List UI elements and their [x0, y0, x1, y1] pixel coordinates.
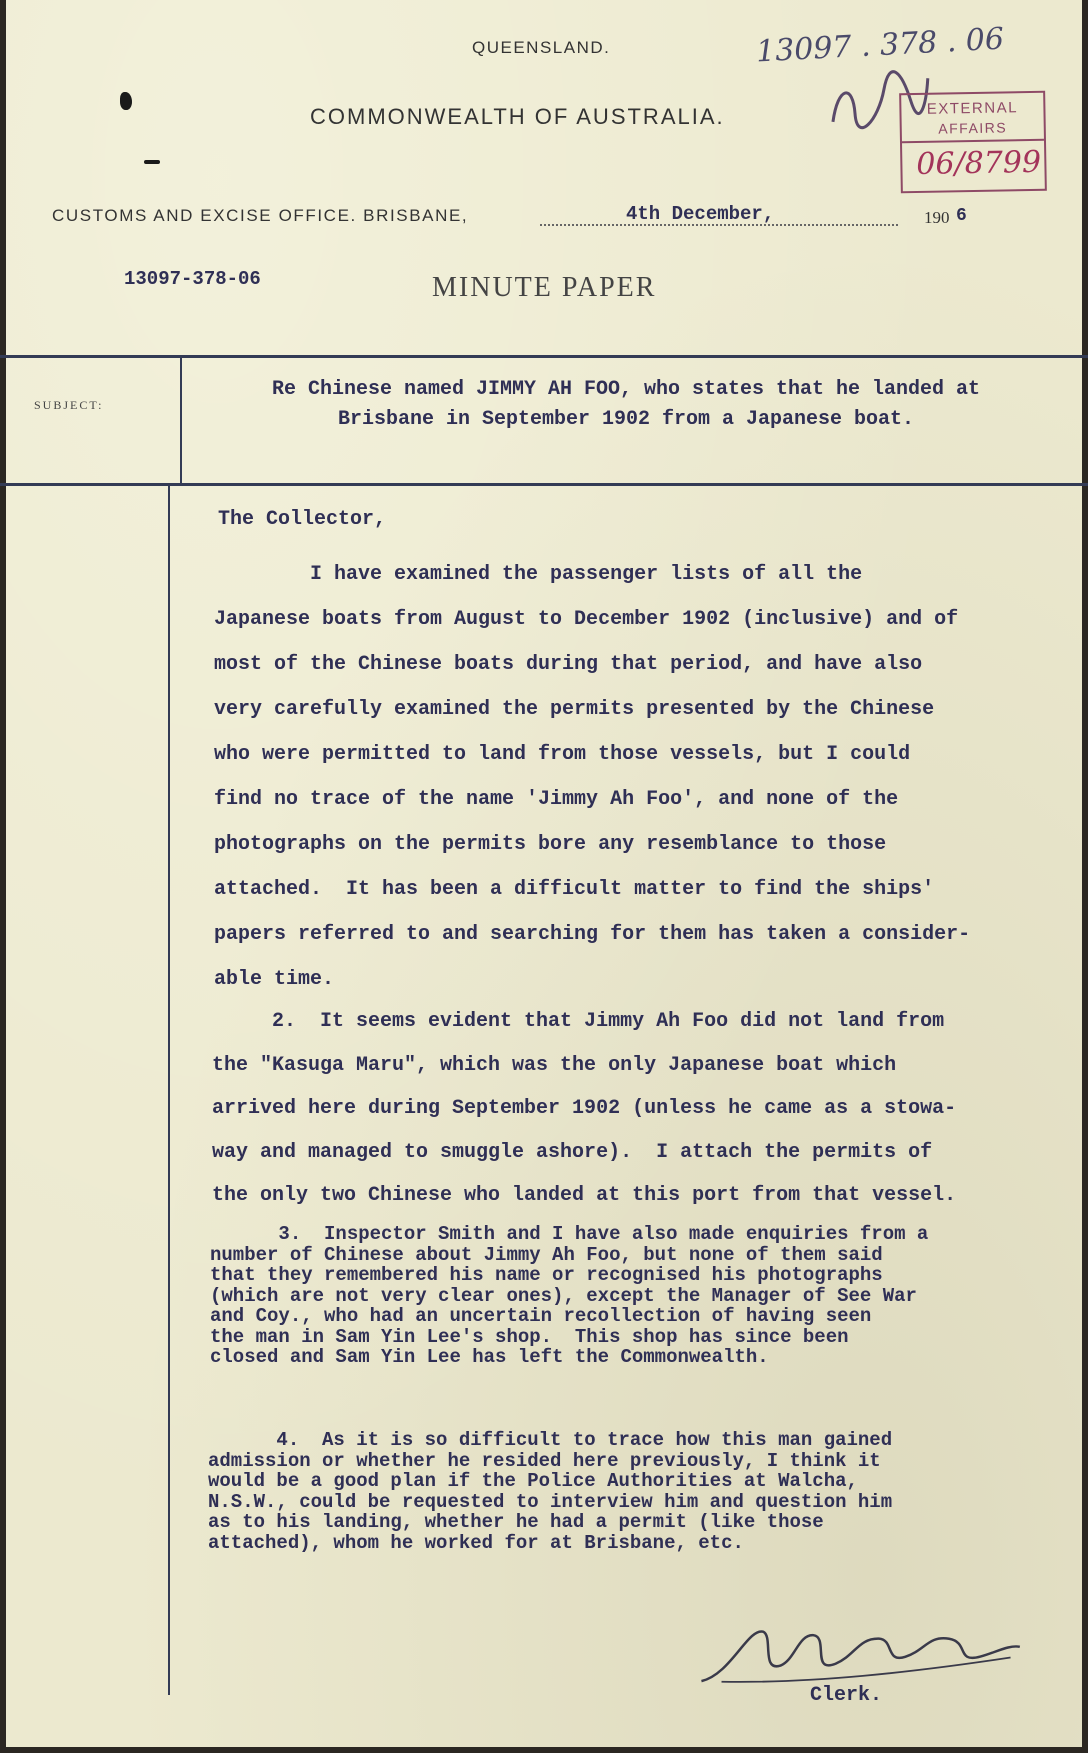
paragraph-line: arrived here during September 1902 (unless he came as a stowa- — [212, 1097, 957, 1120]
paragraph-line: the man in Sam Yin Lee's shop. This shop has since been — [210, 1325, 849, 1348]
paragraph-line: 2. It seems evident that Jimmy Ah Foo did not land from — [212, 1010, 945, 1033]
paragraph-line: the "Kasuga Maru", which was the only Japanese boat which — [212, 1053, 897, 1077]
ink-blot — [120, 92, 132, 110]
letter-date: 4th December, — [626, 203, 775, 225]
external-affairs-stamp — [899, 91, 1047, 194]
paragraph-line: number of Chinese about Jimmy Ah Foo, but none of them said — [210, 1243, 883, 1266]
stamp-line-2: AFFAIRS — [938, 119, 1008, 137]
signatory-title: Clerk. — [810, 1684, 883, 1707]
state-heading: QUEENSLAND. — [472, 38, 611, 57]
scan-edge-bottom — [0, 1747, 1088, 1753]
paragraph-line: and Coy., who had an uncertain recollection of having seen — [210, 1305, 872, 1327]
subject-line: Brisbane in September 1902 from a Japanese boat. — [337, 408, 915, 431]
paragraph-line: as to his landing, whether he had a permit (like those — [208, 1511, 824, 1533]
paragraph-line: papers referred to and searching for them has taken a consider- — [214, 923, 971, 946]
paragraph-line: most of the Chinese boats during that period, and have also — [214, 653, 923, 676]
paragraph-line: Japanese boats from August to December 1902 (inclusive) and of — [214, 608, 959, 631]
paragraph-line: way and managed to smuggle ashore). I attach the permits of — [212, 1140, 933, 1164]
paragraph-1 — [214, 552, 970, 1002]
subject-line: Re Chinese named JIMMY AH FOO, who states that he landed at — [271, 378, 981, 401]
paragraph-2 — [212, 1000, 956, 1218]
year-typed: 6 — [956, 206, 967, 226]
paragraph-line: 4. As it is so difficult to trace how this man gained — [208, 1429, 893, 1451]
subject-bottom-rule — [0, 483, 1088, 486]
scan-edge-right — [1082, 0, 1088, 1753]
paragraph-line: attached), whom he worked for at Brisbane, etc. — [208, 1531, 744, 1554]
paragraph-4 — [208, 1430, 892, 1553]
commonwealth-heading: COMMONWEALTH OF AUSTRALIA. — [310, 104, 725, 129]
paragraph-line: photographs on the permits bore any resemblance to those — [214, 833, 887, 856]
paragraph-line: who were permitted to land from those vessels, but I could — [214, 743, 911, 766]
subject-text — [196, 375, 1056, 435]
paragraph-line: attached. It has been a difficult matter to find the ships' — [214, 878, 935, 901]
subject-top-rule — [0, 355, 1088, 358]
paragraph-line: closed and Sam Yin Lee has left the Commonwealth. — [210, 1346, 769, 1368]
office-line: CUSTOMS AND EXCISE OFFICE. BRISBANE, — [52, 206, 469, 225]
stamp-divider — [902, 139, 1044, 143]
handwritten-reference: 13097 . 378 . 06 — [755, 21, 1005, 70]
paragraph-line: 3. Inspector Smith and I have also made enquiries from a — [210, 1223, 929, 1245]
paragraph-line: (which are not very clear ones), except the Manager of See War — [210, 1284, 917, 1307]
file-reference: 13097-378-06 — [124, 268, 261, 290]
stamp-number: 06/8799 — [916, 144, 1042, 182]
margin-rule — [168, 485, 170, 1695]
paragraph-line: find no trace of the name 'Jimmy Ah Foo', and none of the — [214, 788, 899, 811]
paragraph-line: admission or whether he resided here previously, I think it — [208, 1449, 881, 1472]
paragraph-line: very carefully examined the permits presented by the Chinese — [214, 698, 935, 721]
subject-label: SUBJECT: — [34, 398, 104, 412]
greeting: The Collector, — [218, 508, 387, 531]
stamp-line-1: EXTERNAL — [926, 99, 1019, 118]
ink-mark — [144, 160, 160, 164]
year-printed: 190 — [924, 208, 950, 227]
paragraph-line: able time. — [214, 968, 335, 991]
scan-edge-left — [0, 0, 6, 1753]
paragraph-line: would be a good plan if the Police Authorities at Walcha, — [208, 1470, 858, 1492]
paragraph-line: the only two Chinese who landed at this port from that vessel. — [212, 1184, 957, 1207]
paragraph-3 — [210, 1224, 928, 1368]
paragraph-line: N.S.W., could be requested to interview him and question him — [208, 1490, 893, 1513]
subject-column-rule — [180, 355, 182, 485]
paragraph-line: I have examined the passenger lists of all the — [214, 563, 863, 586]
form-title: MINUTE PAPER — [432, 272, 657, 303]
paragraph-line: that they remembered his name or recognised his photographs — [210, 1264, 883, 1286]
